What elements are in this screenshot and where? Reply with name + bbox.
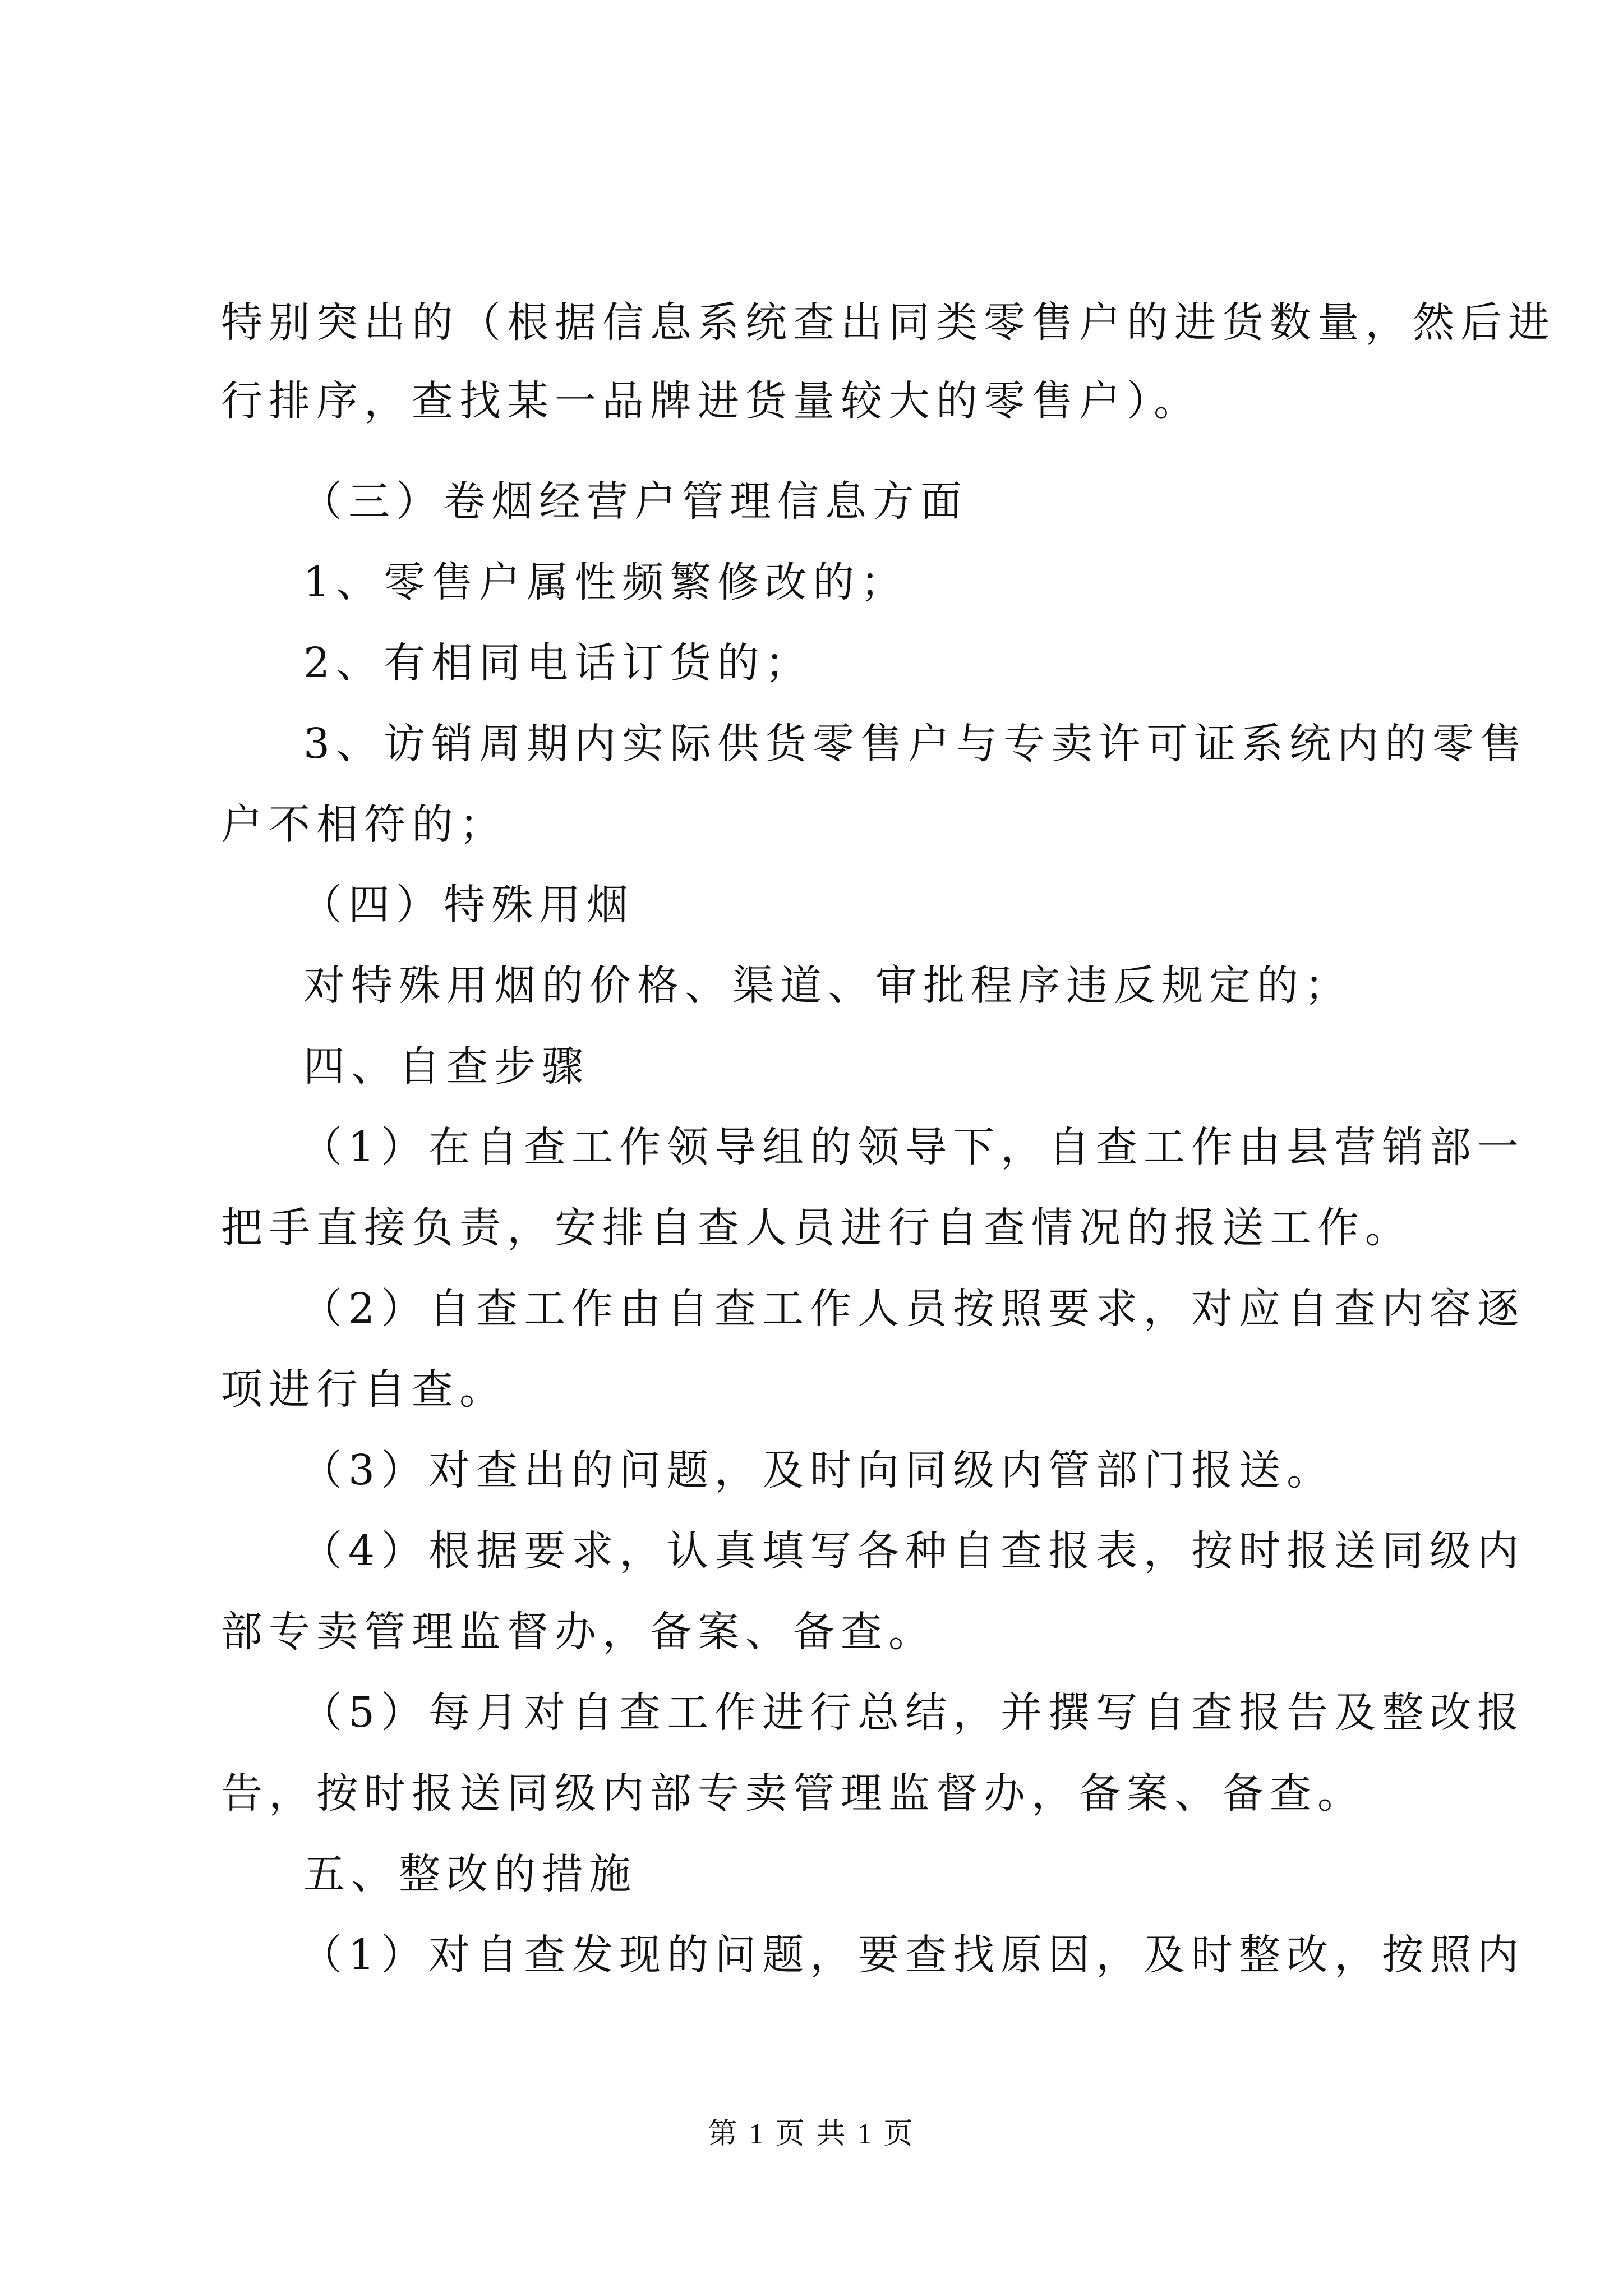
chapter-heading-5: 五、整改的措施 [303,1850,637,1898]
page-number-footer: 第 1 页 共 1 页 [708,2118,915,2150]
step-4-line-1: （4）根据要求，认真填写各种自查报表，按时报送同级内 [301,1527,1525,1575]
body-paragraph-special: 对特殊用烟的价格、渠道、审批程序违反规定的； [303,961,1352,1010]
step-1-line-1: （1）在自查工作领导组的领导下，自查工作由县营销部一 [301,1123,1525,1171]
body-line-1: 特别突出的（根据信息系统查出同类零售户的进货数量，然后进 [221,298,1556,347]
chapter-heading-4: 四、自查步骤 [303,1042,589,1091]
list-item-3: 3、访销周期内实际供货零售户与专卖许可证系统内的零售 [303,720,1528,768]
step-4-line-2: 部专卖管理监督办，备案、备查。 [221,1608,936,1656]
section-heading-4: （四）特殊用烟 [301,881,634,929]
measure-1-line-1: （1）对自查发现的问题，要查找原因，及时整改，按照内 [301,1931,1525,1979]
step-3-line-1: （3）对查出的问题，及时向同级内管部门报送。 [301,1446,1335,1494]
step-2-line-1: （2）自查工作由自查工作人员按照要求，对应自查内容逐 [301,1285,1525,1333]
step-5-line-2: 告，按时报送同级内部专卖管理监督办，备案、备查。 [221,1769,1365,1818]
list-item-2: 2、有相同电话订货的； [303,639,813,687]
step-2-line-2: 项进行自查。 [221,1365,507,1414]
step-5-line-1: （5）每月对自查工作进行总结，并撰写自查报告及整改报 [301,1688,1525,1737]
list-item-1: 1、零售户属性频繁修改的； [303,558,909,606]
list-item-3-continued: 户不相符的； [221,800,507,849]
section-heading-3: （三）卷烟经营户管理信息方面 [301,477,968,526]
body-line-2: 行排序，查找某一品牌进货量较大的零售户）。 [221,377,1201,425]
step-1-line-2: 把手直接负责，安排自查人员进行自查情况的报送工作。 [221,1204,1413,1252]
